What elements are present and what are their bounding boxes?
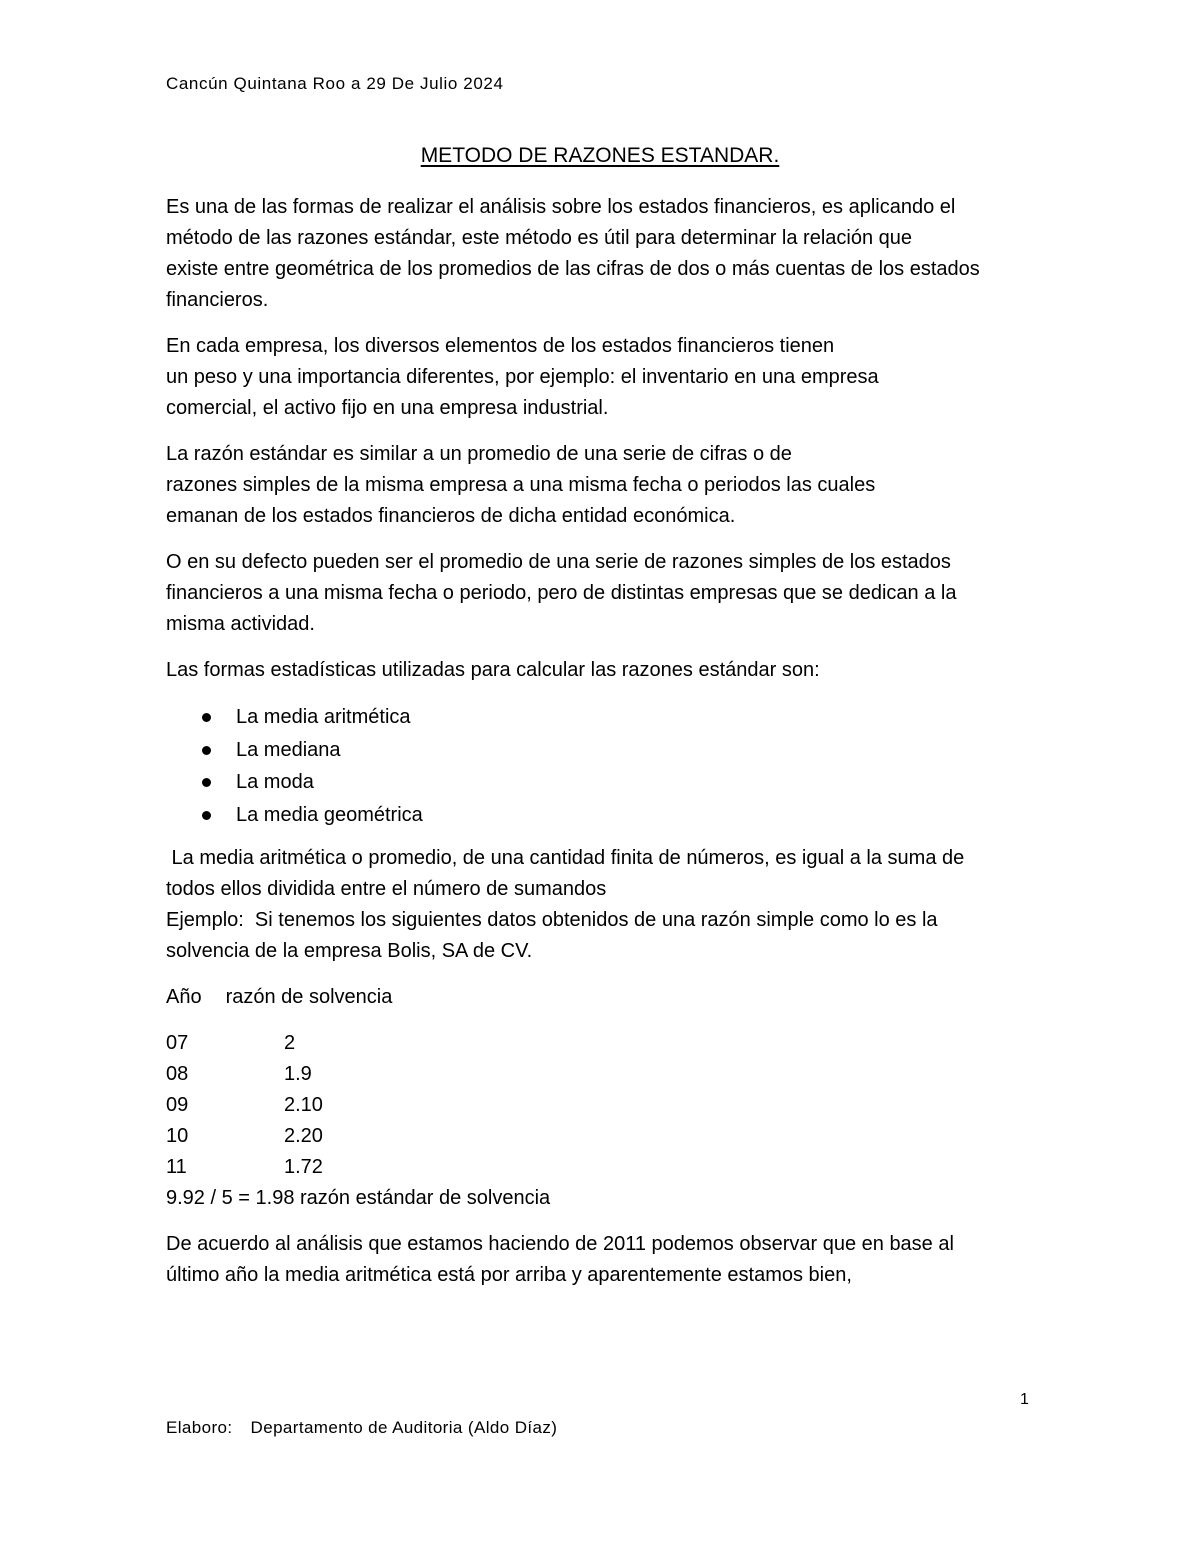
paragraph-line: Las formas estadísticas utilizadas para calcular las razones estándar son: xyxy=(166,659,820,681)
paragraph-line: emanan de los estados financieros de dicha entidad económica. xyxy=(166,505,736,527)
paragraph-line: misma actividad. xyxy=(166,613,315,635)
paragraph-line: un peso y una importancia diferentes, por ejemplo: el inventario en una empresa xyxy=(166,366,879,388)
paragraph-5 xyxy=(166,655,1046,686)
paragraph-line: último año la media aritmética está por arriba y aparentemente estamos bien, xyxy=(166,1264,852,1286)
table-row xyxy=(166,1152,1046,1183)
statistical-forms-list xyxy=(166,701,1046,831)
table-row xyxy=(166,1028,1046,1059)
list-item xyxy=(166,734,1046,767)
solvency-table-header xyxy=(166,982,1046,1013)
paragraph-line: solvencia de la empresa Bolis, SA de CV. xyxy=(166,940,533,962)
page-number: 1 xyxy=(1020,1391,1029,1408)
paragraph-1 xyxy=(166,192,1046,316)
paragraph-line: Ejemplo: Si tenemos los siguientes datos obtenidos de una razón simple como lo es la xyxy=(166,909,938,931)
document-title: METODO DE RAZONES ESTANDAR. xyxy=(420,144,780,167)
paragraph-line: todos ellos dividida entre el número de sumandos xyxy=(166,878,607,900)
result-line: 9.92 / 5 = 1.98 razón estándar de solvencia xyxy=(166,1187,551,1209)
list-item xyxy=(166,766,1046,799)
bullet-icon xyxy=(202,713,211,722)
paragraph-4 xyxy=(166,547,1046,640)
paragraph-line: método de las razones estándar, este método es útil para determinar la relación que xyxy=(166,227,912,249)
list-item-label: La moda xyxy=(236,771,314,793)
paragraph-arithmetic-mean xyxy=(166,843,1046,967)
paragraph-line: financieros. xyxy=(166,289,269,311)
table-cell-year: 11 xyxy=(166,1156,187,1178)
paragraph-line: Es una de las formas de realizar el análisis sobre los estados financieros, es aplicando el xyxy=(166,196,956,218)
table-cell-value: 2.10 xyxy=(284,1094,323,1116)
document-body xyxy=(166,192,1046,1306)
bullet-icon xyxy=(202,778,211,787)
paragraph-line: La media aritmética o promedio, de una cantidad finita de números, es igual a la suma de xyxy=(166,847,965,869)
list-item-label: La mediana xyxy=(236,738,341,761)
paragraph-line: existe entre geométrica de los promedios de las cifras de dos o más cuentas de los estados xyxy=(166,258,980,280)
solvency-result xyxy=(166,1183,1046,1214)
paragraph-line: comercial, el activo fijo en una empresa industrial. xyxy=(166,397,609,419)
table-row xyxy=(166,1090,1046,1121)
paragraph-line: La razón estándar es similar a un promedio de una serie de cifras o de xyxy=(166,443,792,465)
bullet-icon xyxy=(202,746,211,755)
paragraph-line: De acuerdo al análisis que estamos haciendo de 2011 podemos observar que en base al xyxy=(166,1233,954,1255)
list-item-label: La media aritmética xyxy=(236,706,411,728)
paragraph-line: O en su defecto pueden ser el promedio de una serie de razones simples de los estados xyxy=(166,551,951,573)
table-cell-value: 1.9 xyxy=(284,1063,312,1085)
table-row xyxy=(166,1121,1046,1152)
paragraph-2 xyxy=(166,331,1046,424)
table-cell-value: 1.72 xyxy=(284,1156,323,1178)
closing-paragraph xyxy=(166,1229,1046,1291)
table-row xyxy=(166,1059,1046,1090)
column-header-ratio: razón de solvencia xyxy=(225,986,393,1008)
list-item xyxy=(166,701,1046,734)
footer-author xyxy=(166,1418,557,1438)
table-cell-value: 2 xyxy=(284,1032,296,1054)
table-cell-value: 2.20 xyxy=(284,1125,323,1147)
footer-label: Elaboro: xyxy=(166,1418,233,1437)
paragraph-line: financieros a una misma fecha o periodo, pero de distintas empresas que se dedican a la xyxy=(166,582,957,604)
table-cell-year: 10 xyxy=(166,1125,189,1147)
list-item xyxy=(166,799,1046,832)
bullet-icon xyxy=(202,811,211,820)
paragraph-line: En cada empresa, los diversos elementos de los estados financieros tienen xyxy=(166,335,835,357)
footer-author-name: Departamento de Auditoria (Aldo Díaz) xyxy=(250,1418,558,1437)
table-cell-year: 08 xyxy=(166,1063,189,1085)
column-header-year: Año xyxy=(166,986,202,1008)
location-date-header: Cancún Quintana Roo a 29 De Julio 2024 xyxy=(166,74,504,93)
solvency-table xyxy=(166,1028,1046,1214)
paragraph-line: razones simples de la misma empresa a una misma fecha o periodos las cuales xyxy=(166,474,876,496)
table-cell-year: 09 xyxy=(166,1094,189,1116)
list-item-label: La media geométrica xyxy=(236,803,423,826)
paragraph-3 xyxy=(166,439,1046,532)
table-cell-year: 07 xyxy=(166,1032,189,1054)
